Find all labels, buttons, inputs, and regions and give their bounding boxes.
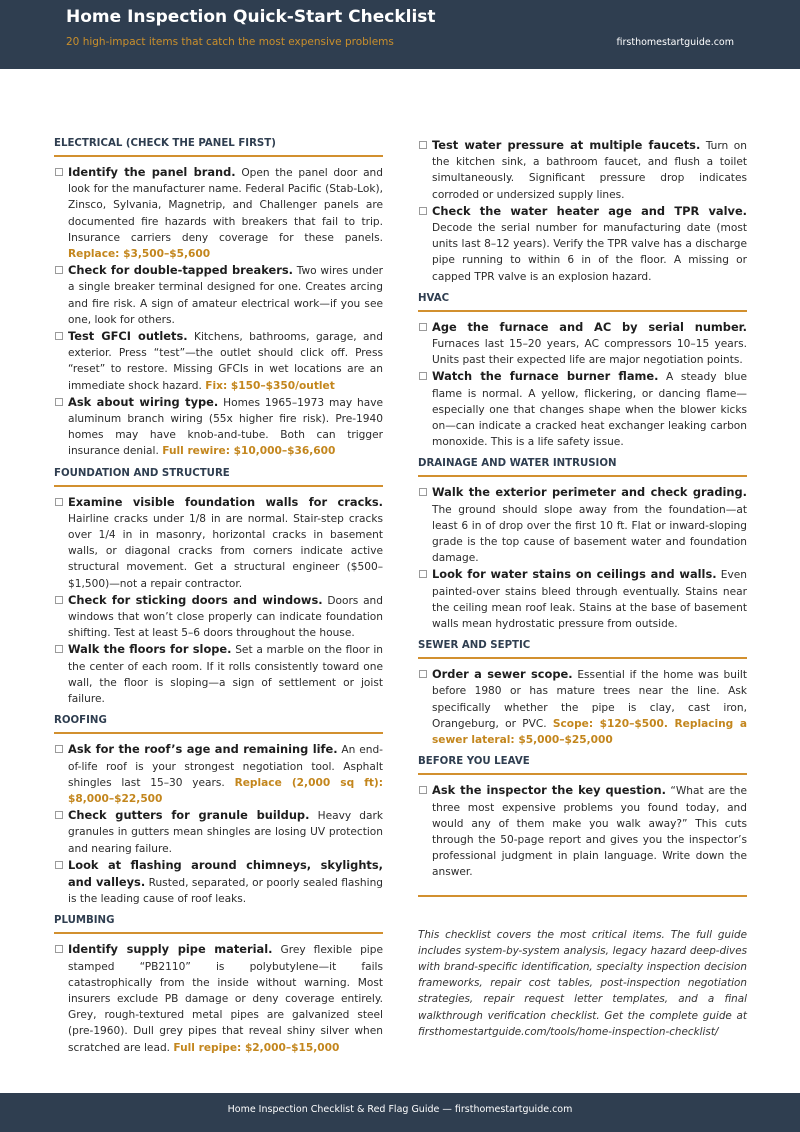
checklist-item — [54, 394, 383, 460]
checkbox-icon[interactable] — [419, 670, 427, 678]
checkbox-icon[interactable] — [55, 168, 63, 176]
checkbox-icon[interactable] — [419, 488, 427, 496]
checkbox-icon[interactable] — [55, 645, 63, 653]
checkbox-icon[interactable] — [55, 266, 63, 274]
item-cost: Full repipe: $2,000–$15,000 — [173, 1041, 340, 1054]
item-lead: Identify supply pipe material. — [68, 942, 273, 957]
checklist-item — [418, 203, 747, 285]
item-body: An end-of-life roof is your strongest negotiation tool. Asphalt shingles last 15–30 years. — [68, 744, 384, 789]
item-body: The ground should slope away from the foundation—at least 6 in of drop over the first 10 ft. Flat or inward-sloping grade is the top cause of basement water and foundation damage. — [432, 503, 747, 565]
checkbox-icon[interactable] — [55, 861, 63, 869]
item-body: “What are the three most expensive problems you found today, and would any of them make you walk away?” This cuts through the 50-page report and gives you the inspector’s professional judgment in plain language. Write down the answer. — [432, 785, 747, 879]
item-body: Decode the serial number for manufacturing date (most units last 8–12 years). Verify the TPR valve has a discharge pipe running to within 6 in of the floor. A missing or capped TPR valve is an explosion hazard. — [432, 222, 747, 283]
checkbox-icon[interactable] — [419, 207, 427, 215]
item-lead: Look for water stains on ceilings and walls. — [432, 567, 717, 582]
section-heading: FOUNDATION AND STRUCTURE — [54, 467, 383, 487]
item-lead: Look at flashing around chimneys, skylights, and valleys. — [68, 857, 383, 889]
checklist-item — [54, 857, 383, 908]
checklist-item — [54, 262, 383, 328]
section-heading: SEWER AND SEPTIC — [418, 639, 747, 659]
checkbox-icon[interactable] — [419, 323, 427, 331]
checkbox-icon[interactable] — [419, 570, 427, 578]
closing-note: This checklist covers the most critical items. The full guide includes system-by-system analysis, legacy hazard deep-dives with brand-specific identification, specialty inspection decision frameworks, repair cost tables, post-inspection negotiation strategies, repair request letter templates, and a final walkthrough verification checklist. Get the complete guide at firsthomestartguide.com/tools/home-inspection-checklist/ — [418, 928, 747, 1038]
item-cost: Replace (2,000 sq ft): $8,000–$22,500 — [68, 776, 384, 805]
item-body: Heavy dark granules in gutters mean shingles are losing UV protection and nearing failure. — [68, 810, 384, 855]
item-lead: Check for double-tapped breakers. — [68, 263, 293, 278]
checklist-section — [418, 292, 747, 451]
item-lead: Watch the furnace burner flame. — [432, 369, 659, 384]
section-heading: ROOFING — [54, 714, 383, 734]
item-lead: Examine visible foundation walls for cracks. — [68, 494, 383, 509]
left-column — [54, 137, 383, 1063]
checkbox-icon[interactable] — [55, 498, 63, 506]
checklist-item — [418, 566, 747, 632]
section-heading: DRAINAGE AND WATER INTRUSION — [418, 457, 747, 477]
item-body: Grey flexible pipe stamped “PB2110” is polybutylene—it fails catastrophically from the inside without warning. Most insurers exclude PB damage or deny coverage entirely. Grey, rough-textured metal pipes are galvanized steel (pre-1960). Dull grey pipes that reveal shiny silver when scratched are lead. — [68, 944, 383, 1054]
item-lead: Check the water heater age and TPR valve. — [432, 203, 747, 218]
header-site-link[interactable]: firsthomestartguide.com — [616, 37, 734, 48]
item-body: Rusted, separated, or poorly sealed flashing is the leading cause of roof leaks. — [68, 876, 384, 906]
checklist-item — [418, 782, 747, 880]
checklist-section — [54, 137, 383, 460]
item-cost: Replace: $3,500–$5,600 — [68, 248, 211, 261]
item-body: Two wires under a single breaker terminal designed for one. Creates arcing and fire risk. A sign of amateur electrical work—if you see one, look for others. — [68, 265, 384, 326]
item-lead: Age the furnace and AC by serial number. — [432, 319, 747, 334]
checkbox-icon[interactable] — [419, 786, 427, 794]
checkbox-icon[interactable] — [419, 141, 427, 149]
item-lead: Ask about wiring type. — [68, 394, 219, 409]
checkbox-icon[interactable] — [419, 372, 427, 380]
item-body: Set a marble on the floor in the center of each room. If it rolls consistently toward one wall, the floor is sloping—a sign of settlement or joist failure. — [68, 644, 383, 706]
item-lead: Order a sewer scope. — [432, 667, 573, 682]
plumbing-continued — [418, 137, 747, 285]
checklist-item — [54, 941, 383, 1055]
checklist-item — [54, 641, 383, 707]
item-lead: Walk the exterior perimeter and check grading. — [432, 485, 747, 500]
item-body: Doors and windows that won’t close properly can indicate foundation shifting. Test at least 5–6 doors throughout the house. — [68, 594, 384, 640]
checklist-section — [54, 467, 383, 708]
section-end-rule — [418, 895, 747, 897]
checkbox-icon[interactable] — [55, 745, 63, 753]
item-body: Homes 1965–1973 may have aluminum branch wiring (55x higher fire risk). Pre-1940 homes may have knob-and-tube. Both can trigger insurance denial. — [68, 396, 384, 458]
item-cost: Fix: $150–$350/outlet — [205, 379, 335, 392]
checklist-item — [418, 666, 747, 748]
checklist-section — [418, 755, 747, 880]
item-lead: Test GFCI outlets. — [68, 329, 188, 344]
item-lead: Identify the panel brand. — [68, 165, 236, 179]
item-lead: Ask for the roof’s age and remaining life. — [68, 742, 338, 757]
item-lead: Check for sticking doors and windows. — [68, 592, 323, 607]
page-header — [0, 0, 800, 69]
page-footer: Home Inspection Checklist & Red Flag Guide — firsthomestartguide.com — [0, 1093, 800, 1132]
checklist-item — [418, 484, 747, 566]
checkbox-icon[interactable] — [55, 596, 63, 604]
checklist-section — [418, 639, 747, 748]
checklist-section — [54, 714, 383, 907]
item-body: A steady blue flame is normal. A yellow, flickering, or dancing flame—especially one that changes shape when the blower kicks on—can indicate a cracked heat exchanger leaking carbon monoxide. This is a life safety issue. — [432, 371, 747, 449]
item-body: Hairline cracks under 1/8 in are normal. Stair-step cracks over 1/4 in in masonry, horizontal cracks in basement walls, or diagonal cracks from corners indicate active structural movement. Get a structural engineer ($500–$1,500)—not a repair contractor. — [68, 512, 383, 590]
item-body: Essential if the home was built before 1980 or has mature trees near the line. Ask specifically whether the pipe is clay, cast iron, Orangeburg, or PVC. — [432, 669, 747, 730]
item-lead: Ask the inspector the key question. — [432, 783, 666, 798]
checklist-item — [54, 592, 383, 642]
item-lead: Test water pressure at multiple faucets. — [432, 138, 701, 152]
checklist-item — [54, 741, 383, 807]
item-cost: Full rewire: $10,000–$36,600 — [162, 445, 336, 458]
item-cost: Scope: $120–$500. Replacing a sewer lateral: $5,000–$25,000 — [432, 717, 747, 747]
checklist-item — [418, 319, 747, 369]
checklist-item — [418, 137, 747, 203]
item-body: Kitchens, bathrooms, garage, and exterior. Press “test”—the outlet should click off. Press “reset” to restore. Missing GFCIs in wet locations are an immediate shock hazard. — [68, 331, 383, 392]
checkbox-icon[interactable] — [55, 945, 63, 953]
section-heading: HVAC — [418, 292, 747, 312]
checkbox-icon[interactable] — [55, 398, 63, 406]
item-body: Even painted-over stains bleed through eventually. Stains near the ceiling mean roof leak. Stains at the base of basement walls mean hydrostatic pressure from outside. — [432, 569, 747, 631]
checklist-section — [54, 914, 383, 1055]
checklist-item — [54, 328, 383, 394]
checklist-item — [54, 807, 383, 857]
section-heading: BEFORE YOU LEAVE — [418, 755, 747, 775]
page-subtitle: 20 high-impact items that catch the most expensive problems — [66, 36, 394, 48]
right-column — [418, 137, 747, 1040]
item-lead: Check gutters for granule buildup. — [68, 808, 310, 823]
checklist-item — [418, 368, 747, 450]
item-lead: Walk the floors for slope. — [68, 642, 232, 657]
item-body: Furnaces last 15–20 years, AC compressors 10–15 years. Units past their expected life are major negotiation points. — [432, 338, 747, 367]
section-heading: ELECTRICAL (CHECK THE PANEL FIRST) — [54, 137, 383, 157]
page-title: Home Inspection Quick-Start Checklist — [66, 7, 436, 27]
checklist-item — [54, 164, 383, 262]
item-body: Turn on the kitchen sink, a bathroom faucet, and flush a toilet simultaneously. Significant pressure drop indicates corroded or undersized supply lines. — [432, 140, 747, 201]
checklist-section — [418, 457, 747, 632]
section-heading: PLUMBING — [54, 914, 383, 934]
checkbox-icon[interactable] — [55, 811, 63, 819]
checklist-item — [54, 494, 383, 592]
checkbox-icon[interactable] — [55, 332, 63, 340]
item-body: Open the panel door and look for the manufacturer name. Federal Pacific (Stab-Lok), Zinsco, Sylvania, Magnetrip, and Challenger panels are documented fire hazards with breakers that fail to trip. Insurance carriers deny coverage for these panels. — [68, 167, 383, 244]
